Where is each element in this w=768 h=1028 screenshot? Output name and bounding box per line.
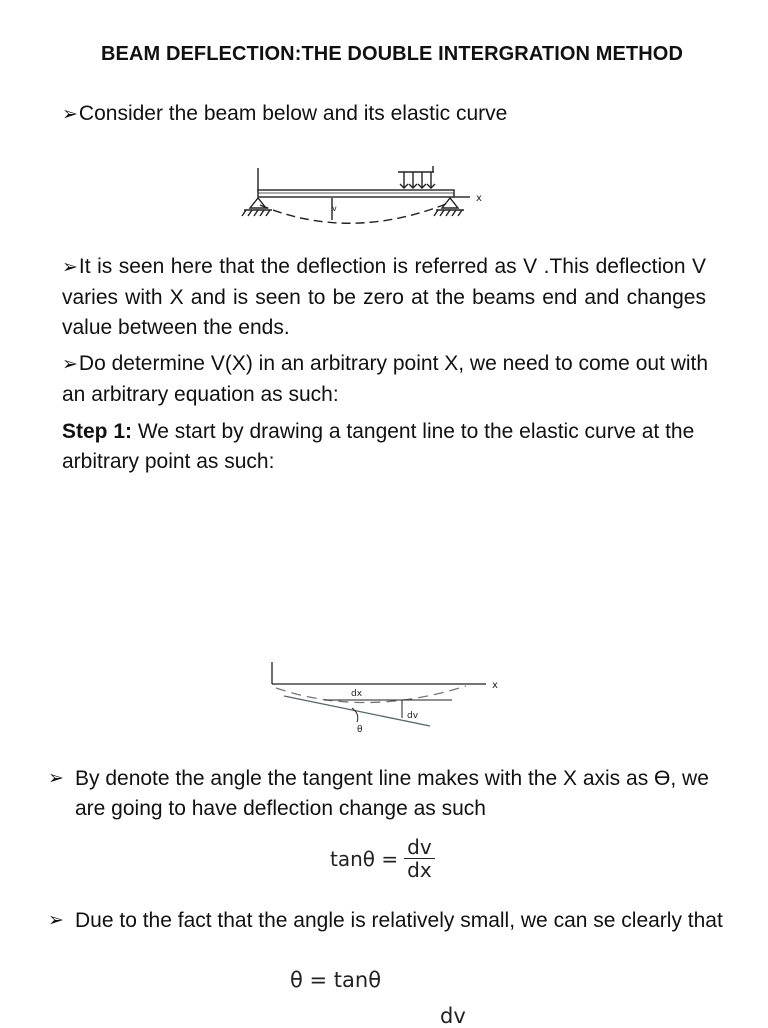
bullet-text: Do determine V(X) in an arbitrary point X, we need to come out with an arbitrary equation as such: [62, 352, 709, 406]
page-title: BEAM DEFLECTION:THE DOUBLE INTERGRATION METHOD [101, 43, 683, 65]
equation-fraction [404, 836, 435, 881]
bullet-arrow-icon: ➢ [62, 257, 78, 278]
bullet-text: It is seen here that the deflection is referred as V .This deflection V varies with X and is seen to be zero at the beams end and changes value between the ends. [62, 255, 706, 339]
bullet-consider [62, 102, 507, 126]
dx-label: dx [351, 689, 363, 699]
equation-lhs: tanθ = [330, 846, 399, 871]
list-arrow-icon: ➢ [48, 910, 64, 931]
v-label: v [332, 204, 337, 213]
paragraph-determine [62, 349, 722, 410]
paragraph-deflection [62, 252, 706, 343]
list-item-small-angle [48, 906, 728, 936]
bullet-arrow-icon: ➢ [62, 354, 78, 375]
beam-figure [228, 150, 496, 232]
elastic-curve [260, 204, 446, 223]
beam-body [258, 190, 454, 197]
roller-support-icon [442, 198, 458, 208]
equation-partial-dv: dv [440, 1004, 466, 1028]
list-item-text: By denote the angle the tangent line makes with the X axis as ϴ, we are going to have deflection change as such [75, 767, 709, 820]
dv-label: dv [407, 711, 419, 721]
theta-label: θ [357, 725, 363, 735]
fraction-denominator: dx [407, 858, 432, 882]
fraction-numerator: dv [404, 836, 435, 859]
bullet-text: Consider the beam below and its elastic curve [78, 102, 508, 125]
bullet-arrow-icon: ➢ [62, 104, 78, 125]
x-axis-label: x [476, 193, 482, 204]
list-item-text: Due to the fact that the angle is relatively small, we can se clearly that [75, 909, 723, 932]
tangent-figure [254, 648, 512, 736]
equation-tan-theta [330, 836, 435, 881]
equation-theta-tan: θ = tanθ [290, 968, 382, 992]
step-1-label: Step 1: [62, 420, 133, 443]
x-axis-label: x [492, 680, 498, 691]
step-1-text: We start by drawing a tangent line to the elastic curve at the arbitrary point as such: [62, 420, 695, 473]
step-1-paragraph [62, 417, 722, 477]
list-arrow-icon: ➢ [48, 768, 64, 789]
list-item-angle [48, 764, 728, 824]
